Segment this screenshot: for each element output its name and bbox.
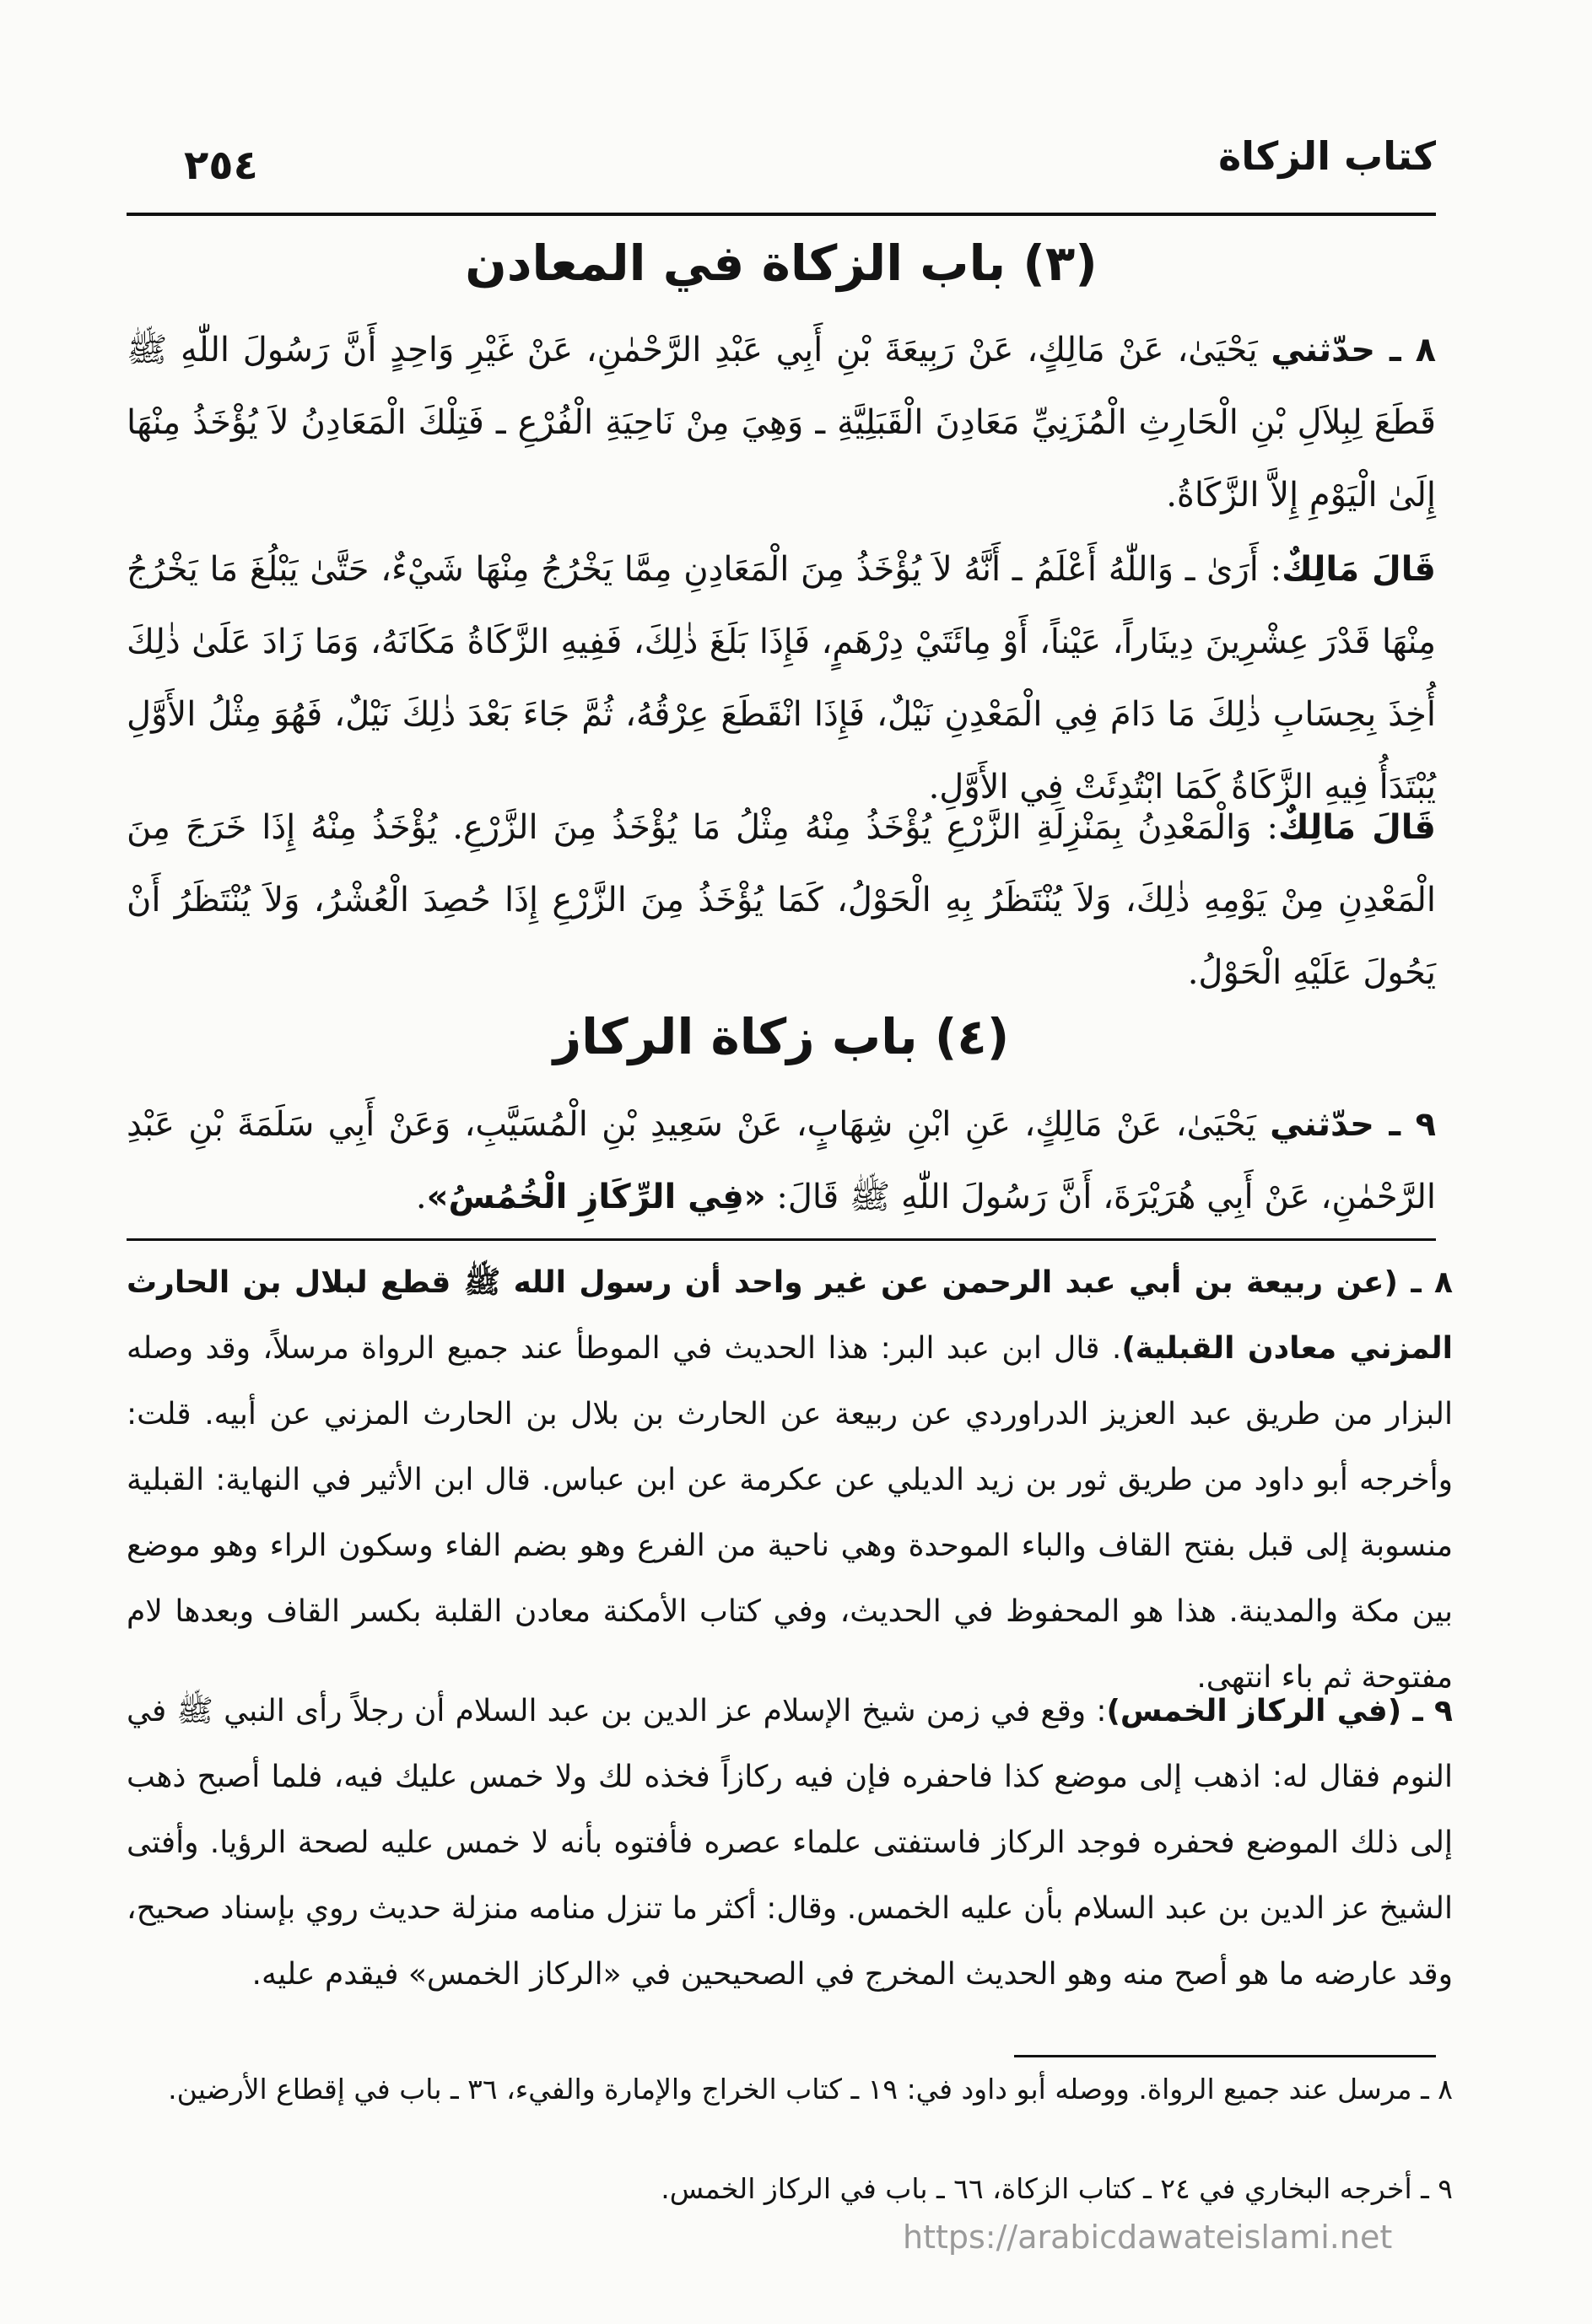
malik-2-text: : وَالْمَعْدِنُ بِمَنْزِلَةِ الزَّرْعِ يُؤْخَذُ مِنْهُ مِثْلُ مَا يُؤْخَذُ مِنَ الزَّرْعِ. يُؤْخَذُ مِنْهُ إِذَا خَرَجَ مِنَ الْمَعْدِنِ مِنْ يَوْمِهِ ذٰلِكَ، وَلاَ يُنْتَظَرُ بِهِ الْحَوْلُ، كَمَا يُؤْخَذُ مِنَ الزَّرْعِ إِذَا حُصِدَ الْعُشْرُ، وَلاَ يُنْتَظَرُ أَنْ يَحُولَ عَلَيْهِ الْحَوْلُ. — [127, 808, 1436, 992]
hadith-9-lead: ٩ ـ حدّثني — [1270, 1105, 1436, 1144]
commentary-separator — [127, 1238, 1436, 1241]
page-number: ٢٥٤ — [184, 142, 258, 189]
note-9-text: : وقع في زمن شيخ الإسلام عز الدين بن عبد السلام أن رجلاً رأى النبي ﷺ في النوم فقال له: اذهب إلى موضع كذا فاحفره فإن فيه ركازاً فخذه لك ولا خمس عليك فيه، فلما أصبح ذهب إلى ذلك الموضع فحفره فوجد الركاز فاستفتى علماء عصره فأفتوه بأنه لا خمس عليه لصحة الرؤيا. وأفتى الشيخ عز الدين بن عبد السلام بأن عليه الخمس. وقال: أكثر ما تنزل منامه منزلة حديث روي بإسناد صحيح، وقد عارضه ما هو أصح منه وهو الحديث المخرج في الصحيحين في «الركاز الخمس» فيقدم عليه. — [127, 1694, 1453, 1992]
hadith-9-quote: «فِي الرِّكَازِ الْخُمُسُ» — [426, 1178, 766, 1216]
hadith-9-end: . — [415, 1178, 427, 1216]
malik-1-text: : أَرَىٰ ـ وَاللّٰهُ أَعْلَمُ ـ أَنَّهُ لاَ يُؤْخَذُ مِنَ الْمَعَادِنِ مِمَّا يَخْرُجُ مِنْهَا شَيْءٌ، حَتَّىٰ يَبْلُغَ مَا يَخْرُجُ مِنْهَا قَدْرَ عِشْرِينَ دِينَاراً، عَيْناً، أَوْ مِائَتَيْ دِرْهَمٍ، فَإِذَا بَلَغَ ذٰلِكَ، فَفِيهِ الزَّكَاةُ مَكَانَهُ، وَمَا زَادَ عَلَىٰ ذٰلِكَ أُخِذَ بِحِسَابِ ذٰلِكَ مَا دَامَ فِي الْمَعْدِنِ نَيْلٌ، فَإِذَا انْقَطَعَ عِرْقُهُ، ثُمَّ جَاءَ بَعْدَ ذٰلِكَ نَيْلٌ، فَهُوَ مِثْلُ الأَوَّلِ يُبْتَدَأُ فِيهِ الزَّكَاةُ كَمَا ابْتُدِئَتْ فِي الأَوَّلِ. — [127, 550, 1436, 806]
commentary-note-9 — [127, 1679, 1453, 2008]
hadith-8 — [127, 314, 1436, 531]
malik-1-lead: قَالَ مَالِكٌ — [1282, 550, 1436, 589]
note-8-text: . قال ابن عبد البر: هذا الحديث في الموطأ عند جميع الرواة مرسلاً، وقد وصله البزار من طريق عبد العزيز الدراوردي عن ربيعة عن الحارث بن بلال بن الحارث المزني عن أبيه. قلت: وأخرجه أبو داود من طريق ثور بن زيد الديلي عن عكرمة عن ابن عباس. قال ابن الأثير في النهاية: القبلية منسوبة إلى قبل بفتح القاف والباء الموحدة وهي ناحية من الفرع وهو بضم الفاء وسكون الراء وهو موضع بين مكة والمدينة. هذا هو المحفوظ في الحديث، وفي كتاب الأمكنة معادن القلبة بكسر القاف وبعدها لام مفتوحة ثم باء انتهى. — [127, 1331, 1453, 1695]
hadith-9 — [127, 1088, 1436, 1233]
source-note-8: ٨ ـ مرسل عند جميع الرواة. ووصله أبو داود في: ١٩ ـ كتاب الخراج والإمارة والفيء، ٣٦ ـ باب في إقطاع الأرضين. — [168, 2073, 1453, 2106]
note-8-lead: ٨ ـ (عن ربيعة بن أبي عبد الرحمن عن غير واحد أن رسول الله ﷺ قطع لبلال بن الحارث المزني معادن القبلية) — [127, 1265, 1453, 1366]
source-note-9: ٩ ـ أخرجه البخاري في ٢٤ ـ كتاب الزكاة، ٦٦ ـ باب في الركاز الخمس. — [661, 2172, 1453, 2205]
hadith-9-text: يَحْيَىٰ، عَنْ مَالِكٍ، عَنِ ابْنِ شِهَابٍ، عَنْ سَعِيدِ بْنِ الْمُسَيَّبِ، وَعَنْ أَبِي سَلَمَةَ بْنِ عَبْدِ الرَّحْمٰنِ، عَنْ أَبِي هُرَيْرَةَ، أَنَّ رَسُولَ اللّٰهِ ﷺ قَالَ: — [127, 1105, 1436, 1216]
malik-2-lead: قَالَ مَالِكٌ — [1277, 808, 1436, 847]
chapter-heading-zakat-in-mines: (٣) باب الزكاة في المعادن — [465, 235, 1098, 292]
running-header-title: كتاب الزكاة — [1218, 133, 1436, 179]
commentary-note-8 — [127, 1250, 1453, 1711]
hadith-8-lead: ٨ ـ حدّثني — [1271, 331, 1437, 369]
hadith-8-text: يَحْيَىٰ، عَنْ مَالِكٍ، عَنْ رَبِيعَةَ بْنِ أَبِي عَبْدِ الرَّحْمٰنِ، عَنْ غَيْرِ وَاحِدٍ أَنَّ رَسُولَ اللّٰهِ ﷺ قَطَعَ لِبِلاَلِ بْنِ الْحَارِثِ الْمُزَنِيِّ مَعَادِنَ الْقَبَلِيَّةِ ـ وَهِيَ مِنْ نَاحِيَةِ الْفُرْعِ ـ فَتِلْكَ الْمَعَادِنُ لاَ يُؤْخَذُ مِنْهَا إِلَىٰ الْيَوْمِ إِلاَّ الزَّكَاةُ. — [127, 331, 1436, 515]
watermark-url: https://arabicdawateislami.net — [903, 2219, 1393, 2256]
chapter-heading-zakat-of-rikaz: (٤) باب زكاة الركاز — [553, 1008, 1010, 1065]
sources-separator — [1014, 2055, 1436, 2057]
malik-statement-1 — [127, 533, 1436, 823]
malik-statement-2 — [127, 791, 1436, 1009]
note-9-lead: ٩ ـ (في الركاز الخمس) — [1106, 1694, 1453, 1728]
header-rule — [127, 213, 1436, 216]
